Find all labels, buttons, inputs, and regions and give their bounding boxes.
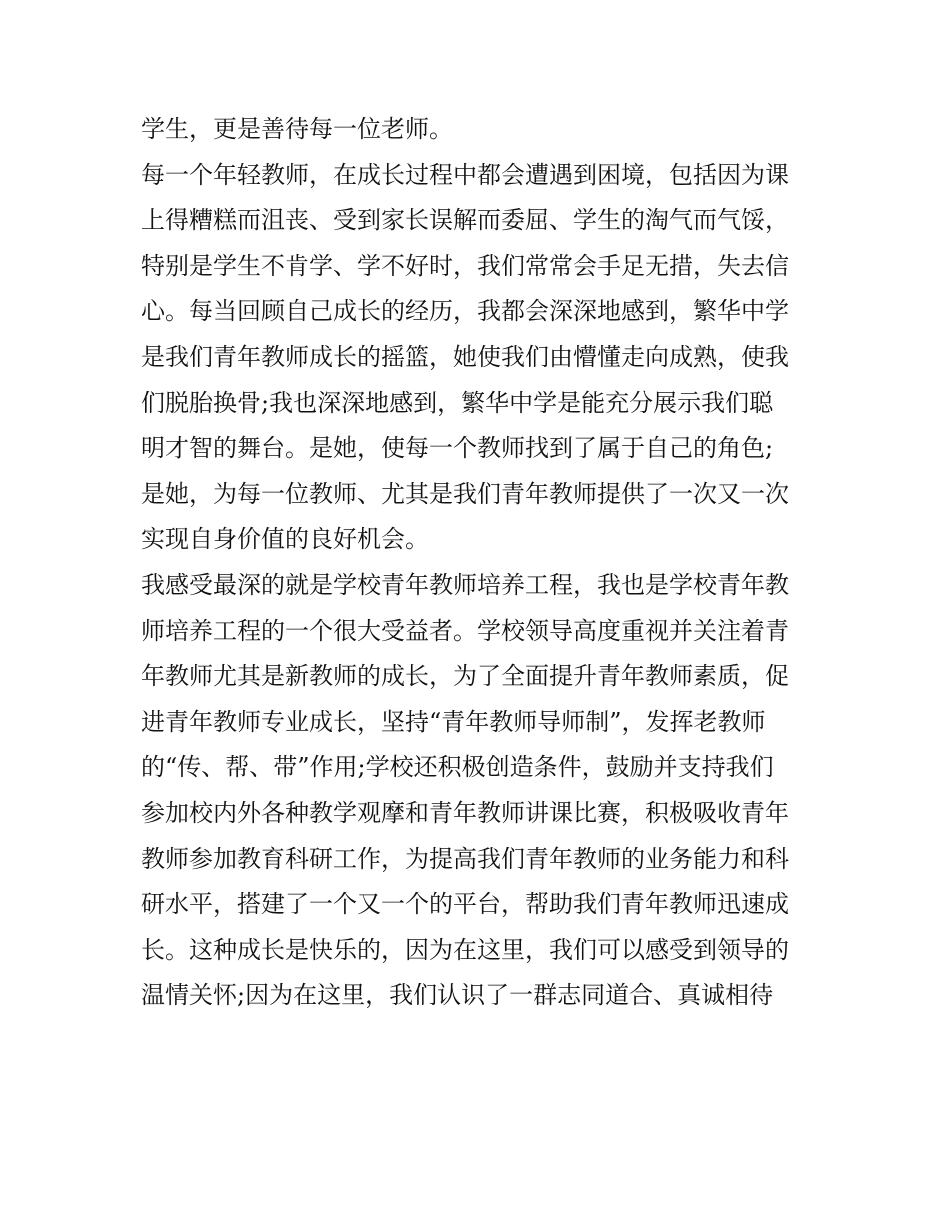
text-line: 教师参加教育科研工作，为提高我们青年教师的业务能力和科 xyxy=(141,844,789,873)
text-line: 心。每当回顾自己成长的经历，我都会深深地感到，繁华中学 xyxy=(141,297,789,326)
text-line: 的“传、帮、带”作用;学校还积极创造条件，鼓励并支持我们 xyxy=(141,753,774,782)
text-line: 温情关怀;因为在这里，我们认识了一群志同道合、真诚相待 xyxy=(141,981,774,1010)
document-body xyxy=(141,107,821,1019)
text-line: 学生，更是善待每一位老师。 xyxy=(141,115,453,143)
text-line: 上得糟糕而沮丧、受到家长误解而委屈、学生的淘气而气馁， xyxy=(141,206,789,235)
text-line: 们脱胎换骨;我也深深地感到，繁华中学是能充分展示我们聪 xyxy=(141,388,774,417)
text-line: 年教师尤其是新教师的成长，为了全面提升青年教师素质，促 xyxy=(141,662,789,691)
text-line: 特别是学生不肯学、学不好时，我们常常会手足无措，失去信 xyxy=(141,251,789,280)
text-line: 研水平，搭建了一个又一个的平台，帮助我们青年教师迅速成 xyxy=(141,890,789,919)
text-line: 参加校内外各种教学观摩和青年教师讲课比赛，积极吸收青年 xyxy=(141,798,789,827)
text-line: 我感受最深的就是学校青年教师培养工程，我也是学校青年教 xyxy=(141,570,789,599)
text-line: 是我们青年教师成长的摇篮，她使我们由懵懂走向成熟，使我 xyxy=(141,342,789,371)
text-line: 进青年教师专业成长，坚持“青年教师导师制”，发挥老教师 xyxy=(141,707,766,736)
text-line: 师培养工程的一个很大受益者。学校领导高度重视并关注着青 xyxy=(141,616,789,645)
text-line: 长。这种成长是快乐的，因为在这里，我们可以感受到领导的 xyxy=(141,935,789,964)
text-line: 实现自身价值的良好机会。 xyxy=(141,525,429,554)
text-line: 是她，为每一位教师、尤其是我们青年教师提供了一次又一次 xyxy=(141,479,789,508)
text-line: 每一个年轻教师，在成长过程中都会遭遇到困境，包括因为课 xyxy=(141,160,789,189)
text-line: 明才智的舞台。是她，使每一个教师找到了属于自己的角色; xyxy=(141,434,774,463)
